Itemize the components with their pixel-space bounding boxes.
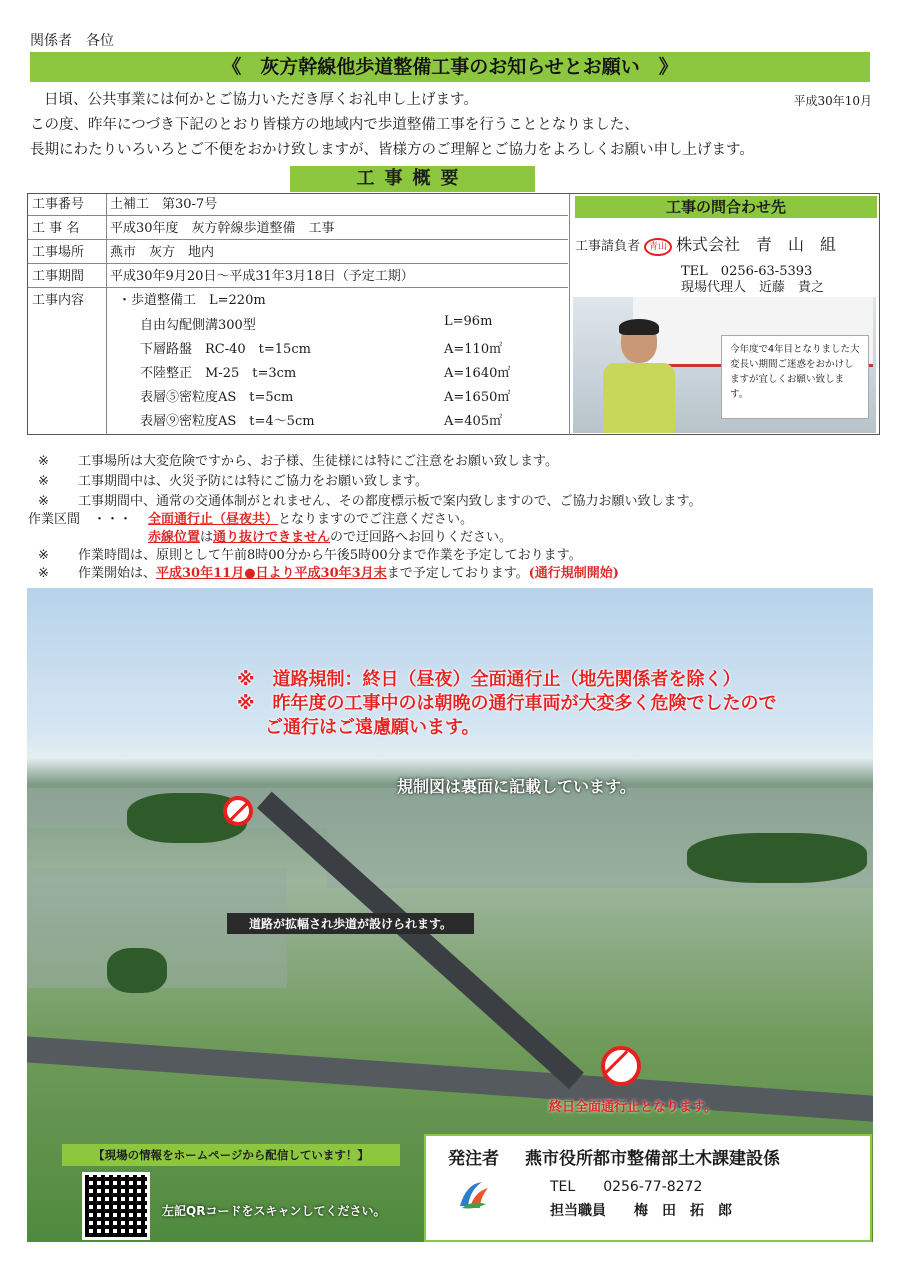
work-item-name: 表層⑤密粒度AS t=5cm (140, 390, 294, 405)
note-mark: ※ (38, 474, 49, 489)
work-zone-note (28, 508, 473, 527)
contact-tel: TEL 0256-63-5393 (681, 264, 813, 279)
note-text: 工事場所は大変危険ですから、お子様、生徒様には特にご注意をお願い致します。 (78, 454, 558, 469)
qr-instruction: 左記QRコードをスキャンしてください。 (162, 1204, 386, 1218)
person-image (603, 321, 675, 433)
red-line-position: 赤線位置 (148, 530, 201, 545)
work-item-name: 不陸整正 M-25 t=3cm (140, 366, 297, 381)
no-through-traffic: 通り抜けできません (213, 530, 331, 545)
row-label: 工事場所 (32, 245, 85, 260)
start-period: 平成30年11月●日より平成30年3月末 (156, 566, 387, 581)
note-text: まで予定しております。 (386, 566, 529, 581)
orderer-tel: TEL 0256-77-8272 (550, 1179, 703, 1195)
row-label: 工 事 名 (32, 221, 80, 236)
road-widening-caption: 道路が拡幅され歩道が設けられます。 (227, 913, 474, 934)
row-label: 工事期間 (32, 269, 85, 284)
full-closure-caption: 終日全面通行止となります。 (549, 1100, 717, 1115)
company-logo-icon: 青山 (644, 238, 672, 256)
contact-heading: 工事の問合わせ先 (575, 196, 877, 218)
work-item-name: 自由勾配側溝300型 (140, 318, 256, 333)
work-item-qty: L=96m (444, 314, 493, 329)
note-text: 作業時間は、原則として午前8時00分から午後5時00分まで作業を予定しております。 (78, 548, 582, 563)
note-text: 工事期間中は、火災予防には特にご協力をお願い致します。 (78, 474, 428, 489)
table-row (28, 194, 568, 216)
zone-label: 作業区間 ・・・ (28, 512, 133, 527)
warning-line-1: ※ 道路規制：終日（昼夜）全面通行止（地先関係者を除く） (237, 669, 741, 690)
recipient-line: 関係者 各位 (30, 33, 114, 49)
note-mark: ※ (38, 494, 49, 509)
note-item (38, 450, 558, 469)
row-label: 工事内容 (32, 293, 85, 308)
no-entry-sign-icon (223, 796, 253, 826)
traffic-restriction-start: (通行規制開始) (528, 566, 619, 581)
table-row (28, 218, 568, 240)
orderer-line (448, 1144, 780, 1169)
work-item-name: 表層⑨密粒度AS t=4～5cm (140, 414, 315, 429)
work-item-qty: A=1640㎡ (444, 366, 511, 381)
row-value: 平成30年9月20日～平成31年3月18日（予定工期） (110, 269, 414, 284)
qr-section (62, 1144, 402, 1240)
no-entry-sign-icon (601, 1046, 641, 1086)
note-text: 工事期間中、通常の交通体制がとれません、その都度標示板で案内致しますので、ご協力お願い致します。 (78, 494, 702, 509)
zone-text: は (200, 530, 214, 545)
orderer-staff: 担当職員 梅 田 拓 郎 (550, 1203, 732, 1219)
note-item (38, 562, 619, 581)
qr-code-icon[interactable] (82, 1172, 150, 1240)
warning-line-3: ご通行はご遠慮願います。 (265, 717, 480, 738)
table-divider (569, 194, 570, 435)
note-item (38, 470, 428, 489)
row-value: 平成30年度 灰方幹線歩道整備 工事 (110, 221, 335, 236)
contractor-line (575, 232, 836, 256)
city-logo-icon (456, 1178, 490, 1212)
work-item-qty: A=405㎡ (444, 414, 503, 429)
orderer-box (424, 1134, 872, 1242)
table-row (28, 242, 568, 264)
work-item-qty: A=1650㎡ (444, 390, 511, 405)
overview-heading: 工事概要 (290, 166, 535, 192)
work-item-name: 下層路盤 RC-40 t=15cm (140, 342, 311, 357)
note-item (38, 490, 701, 509)
row-value: 土補工 第30-7号 (110, 197, 218, 212)
contractor-label: 工事請負者 (575, 239, 641, 254)
note-item (38, 544, 582, 563)
zone-text: ので迂回路へお回りください。 (330, 530, 513, 545)
trees-shape (687, 833, 867, 883)
note-text: 作業開始は、 (78, 566, 157, 581)
intro-text (30, 88, 820, 163)
orderer-office: 燕市役所都市整備部土木課建設係 (525, 1149, 780, 1169)
row-value: 燕市 灰方 地内 (110, 245, 215, 260)
note-mark: ※ (38, 454, 49, 469)
vest-shape (603, 363, 675, 433)
site-agent: 現場代理人 近藤 貴之 (681, 280, 825, 295)
work-item-qty: A=110㎡ (444, 342, 503, 357)
note-mark: ※ (38, 566, 49, 581)
note-mark: ※ (38, 548, 49, 563)
road-warning (237, 668, 777, 740)
intro-line-2: この度、昨年につづき下記のとおり皆様方の地域内で歩道整備工事を行うこととなりました、 (30, 117, 639, 133)
row-value: ・歩道整備工 L=220m (118, 293, 266, 308)
hair-shape (619, 319, 659, 335)
cross-road-shape (27, 1036, 873, 1121)
trees-shape (107, 948, 167, 993)
table-row (28, 290, 568, 312)
zone-closure: 全面通行止（昼夜共） (148, 512, 279, 527)
row-label: 工事番号 (32, 197, 85, 212)
work-zone-note (148, 526, 512, 545)
qr-heading: 【現場の情報をホームページから配信しています！】 (62, 1144, 400, 1166)
overview-table (27, 193, 880, 435)
intro-line-3: 長期にわたりいろいろとご不便をおかけ致しますが、皆様方のご理解とご協力をよろしくお願い申し上げます。 (30, 142, 754, 158)
warning-line-2: ※ 昨年度の工事中のは朝晩の通行車両が大変多く危険でしたので (237, 693, 777, 714)
table-row (28, 266, 568, 288)
map-note: 規制図は裏面に記載しています。 (397, 777, 636, 796)
intro-line-1: 日頃、公共事業には何かとご協力いただき厚くお礼申し上げます。 (44, 92, 478, 108)
site-agent-photo (573, 297, 876, 433)
page-title: 《 灰方幹線他歩道整備工事のお知らせとお願い 》 (30, 52, 870, 82)
agent-message: 今年度で4年目となりました大変長い期間ご迷惑をおかけしますが宜しくお願い致します。 (721, 335, 869, 419)
contact-panel (571, 194, 880, 435)
orderer-label: 発注者 (448, 1149, 499, 1169)
issue-date: 平成30年10月 (793, 94, 872, 108)
company-name: 株式会社 青 山 組 (676, 235, 837, 254)
zone-text: となりますのでご注意ください。 (278, 512, 474, 527)
